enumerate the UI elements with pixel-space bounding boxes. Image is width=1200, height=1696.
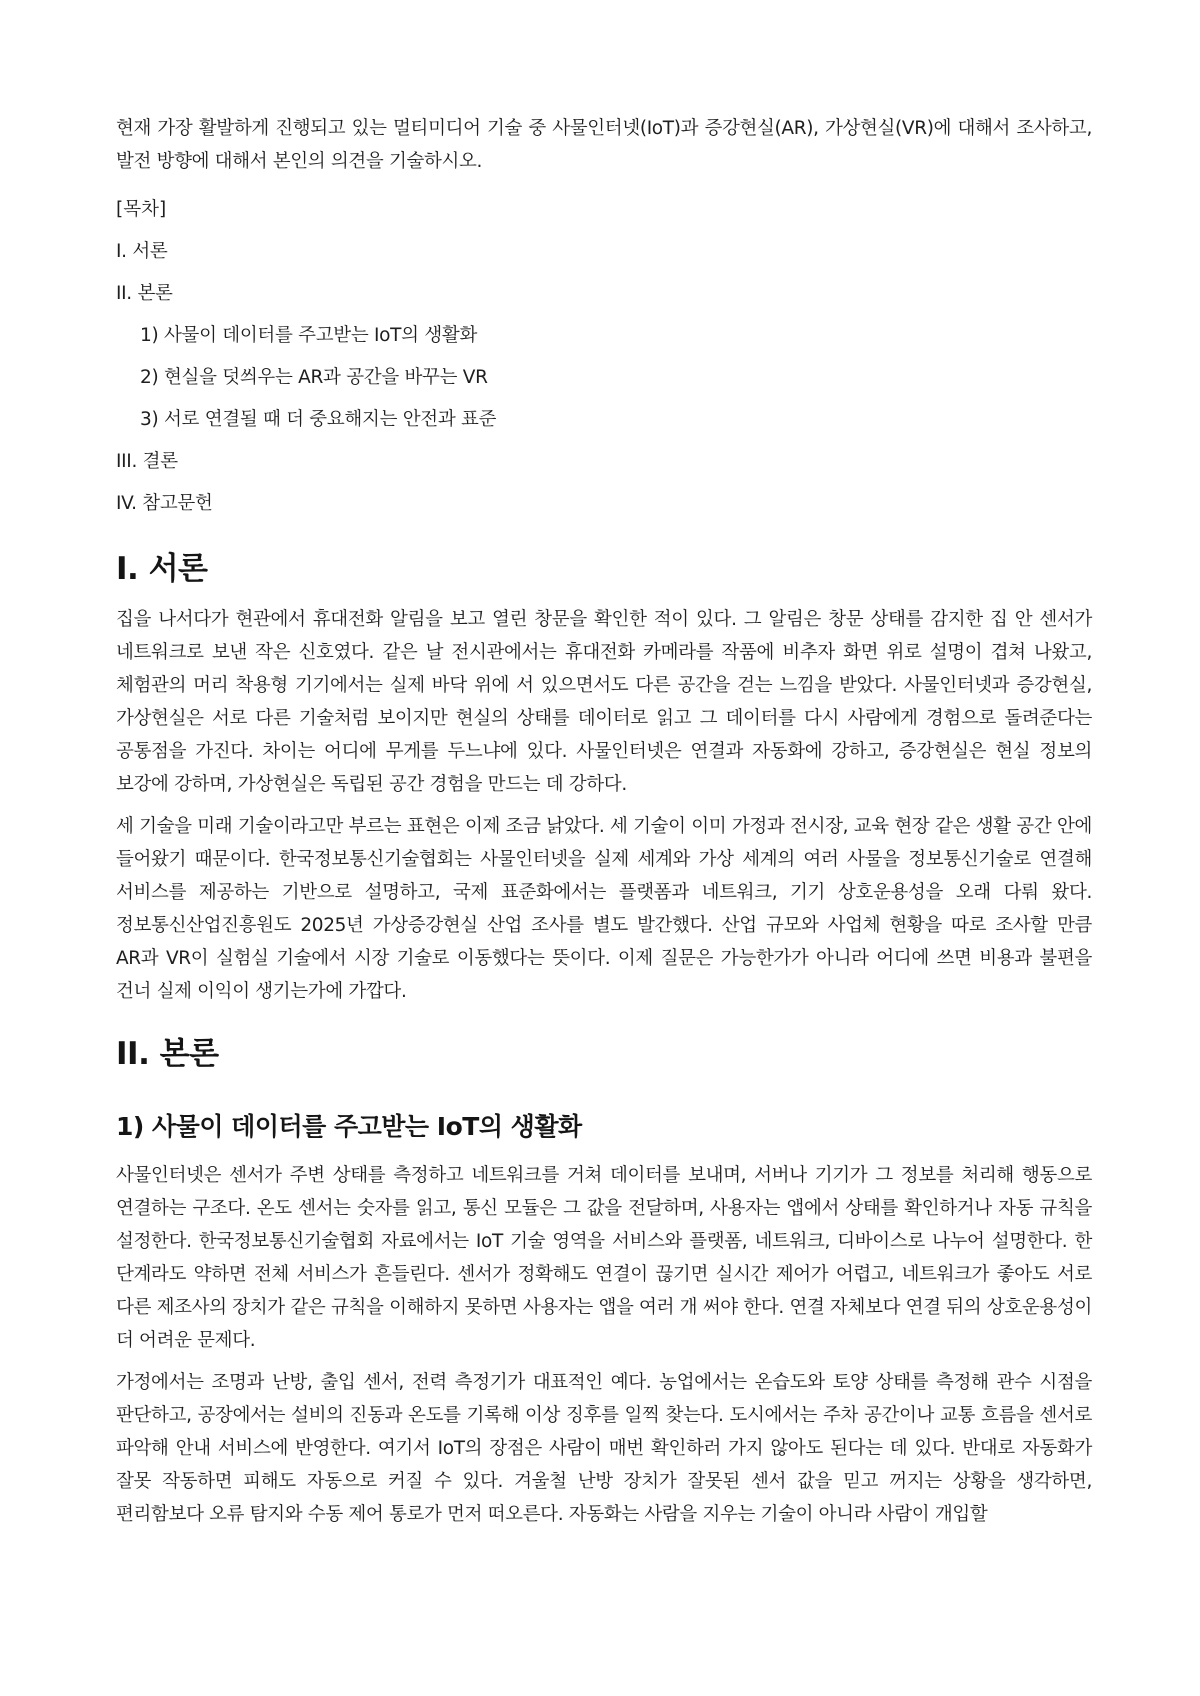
toc-item-conclusion: III. 결론: [116, 451, 178, 472]
toc-item-body-sub1: 1) 사물이 데이터를 주고받는 IoT의 생활화: [140, 325, 478, 346]
toc-item-body-sub2: 2) 현실을 덧씌우는 AR과 공간을 바꾸는 VR: [140, 367, 488, 388]
section-heading-body: II. 본론: [116, 1036, 219, 1072]
subsection-heading-iot: 1) 사물이 데이터를 주고받는 IoT의 생활화: [116, 1112, 582, 1141]
table-of-contents: [116, 235, 1092, 520]
toc-heading: [목차]: [116, 199, 167, 220]
assignment-prompt: 현재 가장 활발하게 진행되고 있는 멀티미디어 기술 중 사물인터넷(IoT)과 증강현실(AR), 가상현실(VR)에 대해서 조사하고, 발전 방향에 대해서 본인의 의견을 기술하시오.: [116, 118, 1092, 172]
intro-paragraph-1: 집을 나서다가 현관에서 휴대전화 알림을 보고 열린 창문을 확인한 적이 있다. 그 알림은 창문 상태를 감지한 집 안 센서가 네트워크로 보낸 작은 신호였다. 같은 날 전시관에서는 휴대전화 카메라를 작품에 비추자 화면 위로 설명이 겹쳐 나왔고, 체험관의 머리 착용형 기기에서는 실제 바닥 위에 서 있으면서도 다른 공간을 걷는 느낌을 받았다. 사물인터넷과 증강현실, 가상현실은 서로 다른 기술처럼 보이지만 현실의 상태를 데이터로 읽고 그 데이터를 다시 사람에게 경험으로 돌려준다는 공통점을 가진다. 차이는 어디에 무게를 두느냐에 있다. 사물인터넷은 연결과 자동화에 강하고, 증강현실은 현실 정보의 보강에 강하며, 가상현실은 독립된 공간 경험을 만드는 데 강하다.: [116, 609, 1092, 795]
toc-item-intro: I. 서론: [116, 241, 168, 262]
iot-paragraph-1: 사물인터넷은 센서가 주변 상태를 측정하고 네트워크를 거쳐 데이터를 보내며, 서버나 기기가 그 정보를 처리해 행동으로 연결하는 구조다. 온도 센서는 숫자를 읽고, 통신 모듈은 그 값을 전달하며, 사용자는 앱에서 상태를 확인하거나 자동 규칙을 설정한다. 한국정보통신기술협회 자료에서는 IoT 기술 영역을 서비스와 플랫폼, 네트워크, 디바이스로 나누어 설명한다. 한 단계라도 약하면 전체 서비스가 흔들린다. 센서가 정확해도 연결이 끊기면 실시간 제어가 어렵고, 네트워크가 좋아도 서로 다른 제조사의 장치가 같은 규칙을 이해하지 못하면 사용자는 앱을 여러 개 써야 한다. 연결 자체보다 연결 뒤의 상호운용성이 더 어려운 문제다.: [116, 1165, 1092, 1351]
toc-item-body-sub3: 3) 서로 연결될 때 더 중요해지는 안전과 표준: [140, 409, 497, 430]
toc-item-body: II. 본론: [116, 283, 173, 304]
toc-item-references: IV. 참고문헌: [116, 493, 213, 514]
intro-paragraph-2: 세 기술을 미래 기술이라고만 부르는 표현은 이제 조금 낡았다. 세 기술이 이미 가정과 전시장, 교육 현장 같은 생활 공간 안에 들어왔기 때문이다. 한국정보통신기술협회는 사물인터넷을 실제 세계와 가상 세계의 여러 사물을 정보통신기술로 연결해 서비스를 제공하는 기반으로 설명하고, 국제 표준화에서는 플랫폼과 네트워크, 기기 상호운용성을 오래 다뤄 왔다. 정보통신산업진흥원도 2025년 가상증강현실 산업 조사를 별도 발간했다. 산업 규모와 사업체 현황을 따로 조사할 만큼 AR과 VR이 실험실 기술에서 시장 기술로 이동했다는 뜻이다. 이제 질문은 가능한가가 아니라 어디에 쓰면 비용과 불편을 건너 실제 이익이 생기는가에 가깝다.: [116, 816, 1092, 1002]
section-heading-intro: I. 서론: [116, 551, 208, 587]
iot-paragraph-2: 가정에서는 조명과 난방, 출입 센서, 전력 측정기가 대표적인 예다. 농업에서는 온습도와 토양 상태를 측정해 관수 시점을 판단하고, 공장에서는 설비의 진동과 온도를 기록해 이상 징후를 일찍 찾는다. 도시에서는 주차 공간이나 교통 흐름을 센서로 파악해 안내 서비스에 반영한다. 여기서 IoT의 장점은 사람이 매번 확인하러 가지 않아도 된다는 데 있다. 반대로 자동화가 잘못 작동하면 피해도 자동으로 커질 수 있다. 겨울철 난방 장치가 잘못된 센서 값을 믿고 꺼지는 상황을 생각하면, 편리함보다 오류 탐지와 수동 제어 통로가 먼저 떠오른다. 자동화는 사람을 지우는 기술이 아니라 사람이 개입할: [116, 1372, 1092, 1525]
document-page: [116, 112, 1092, 1540]
